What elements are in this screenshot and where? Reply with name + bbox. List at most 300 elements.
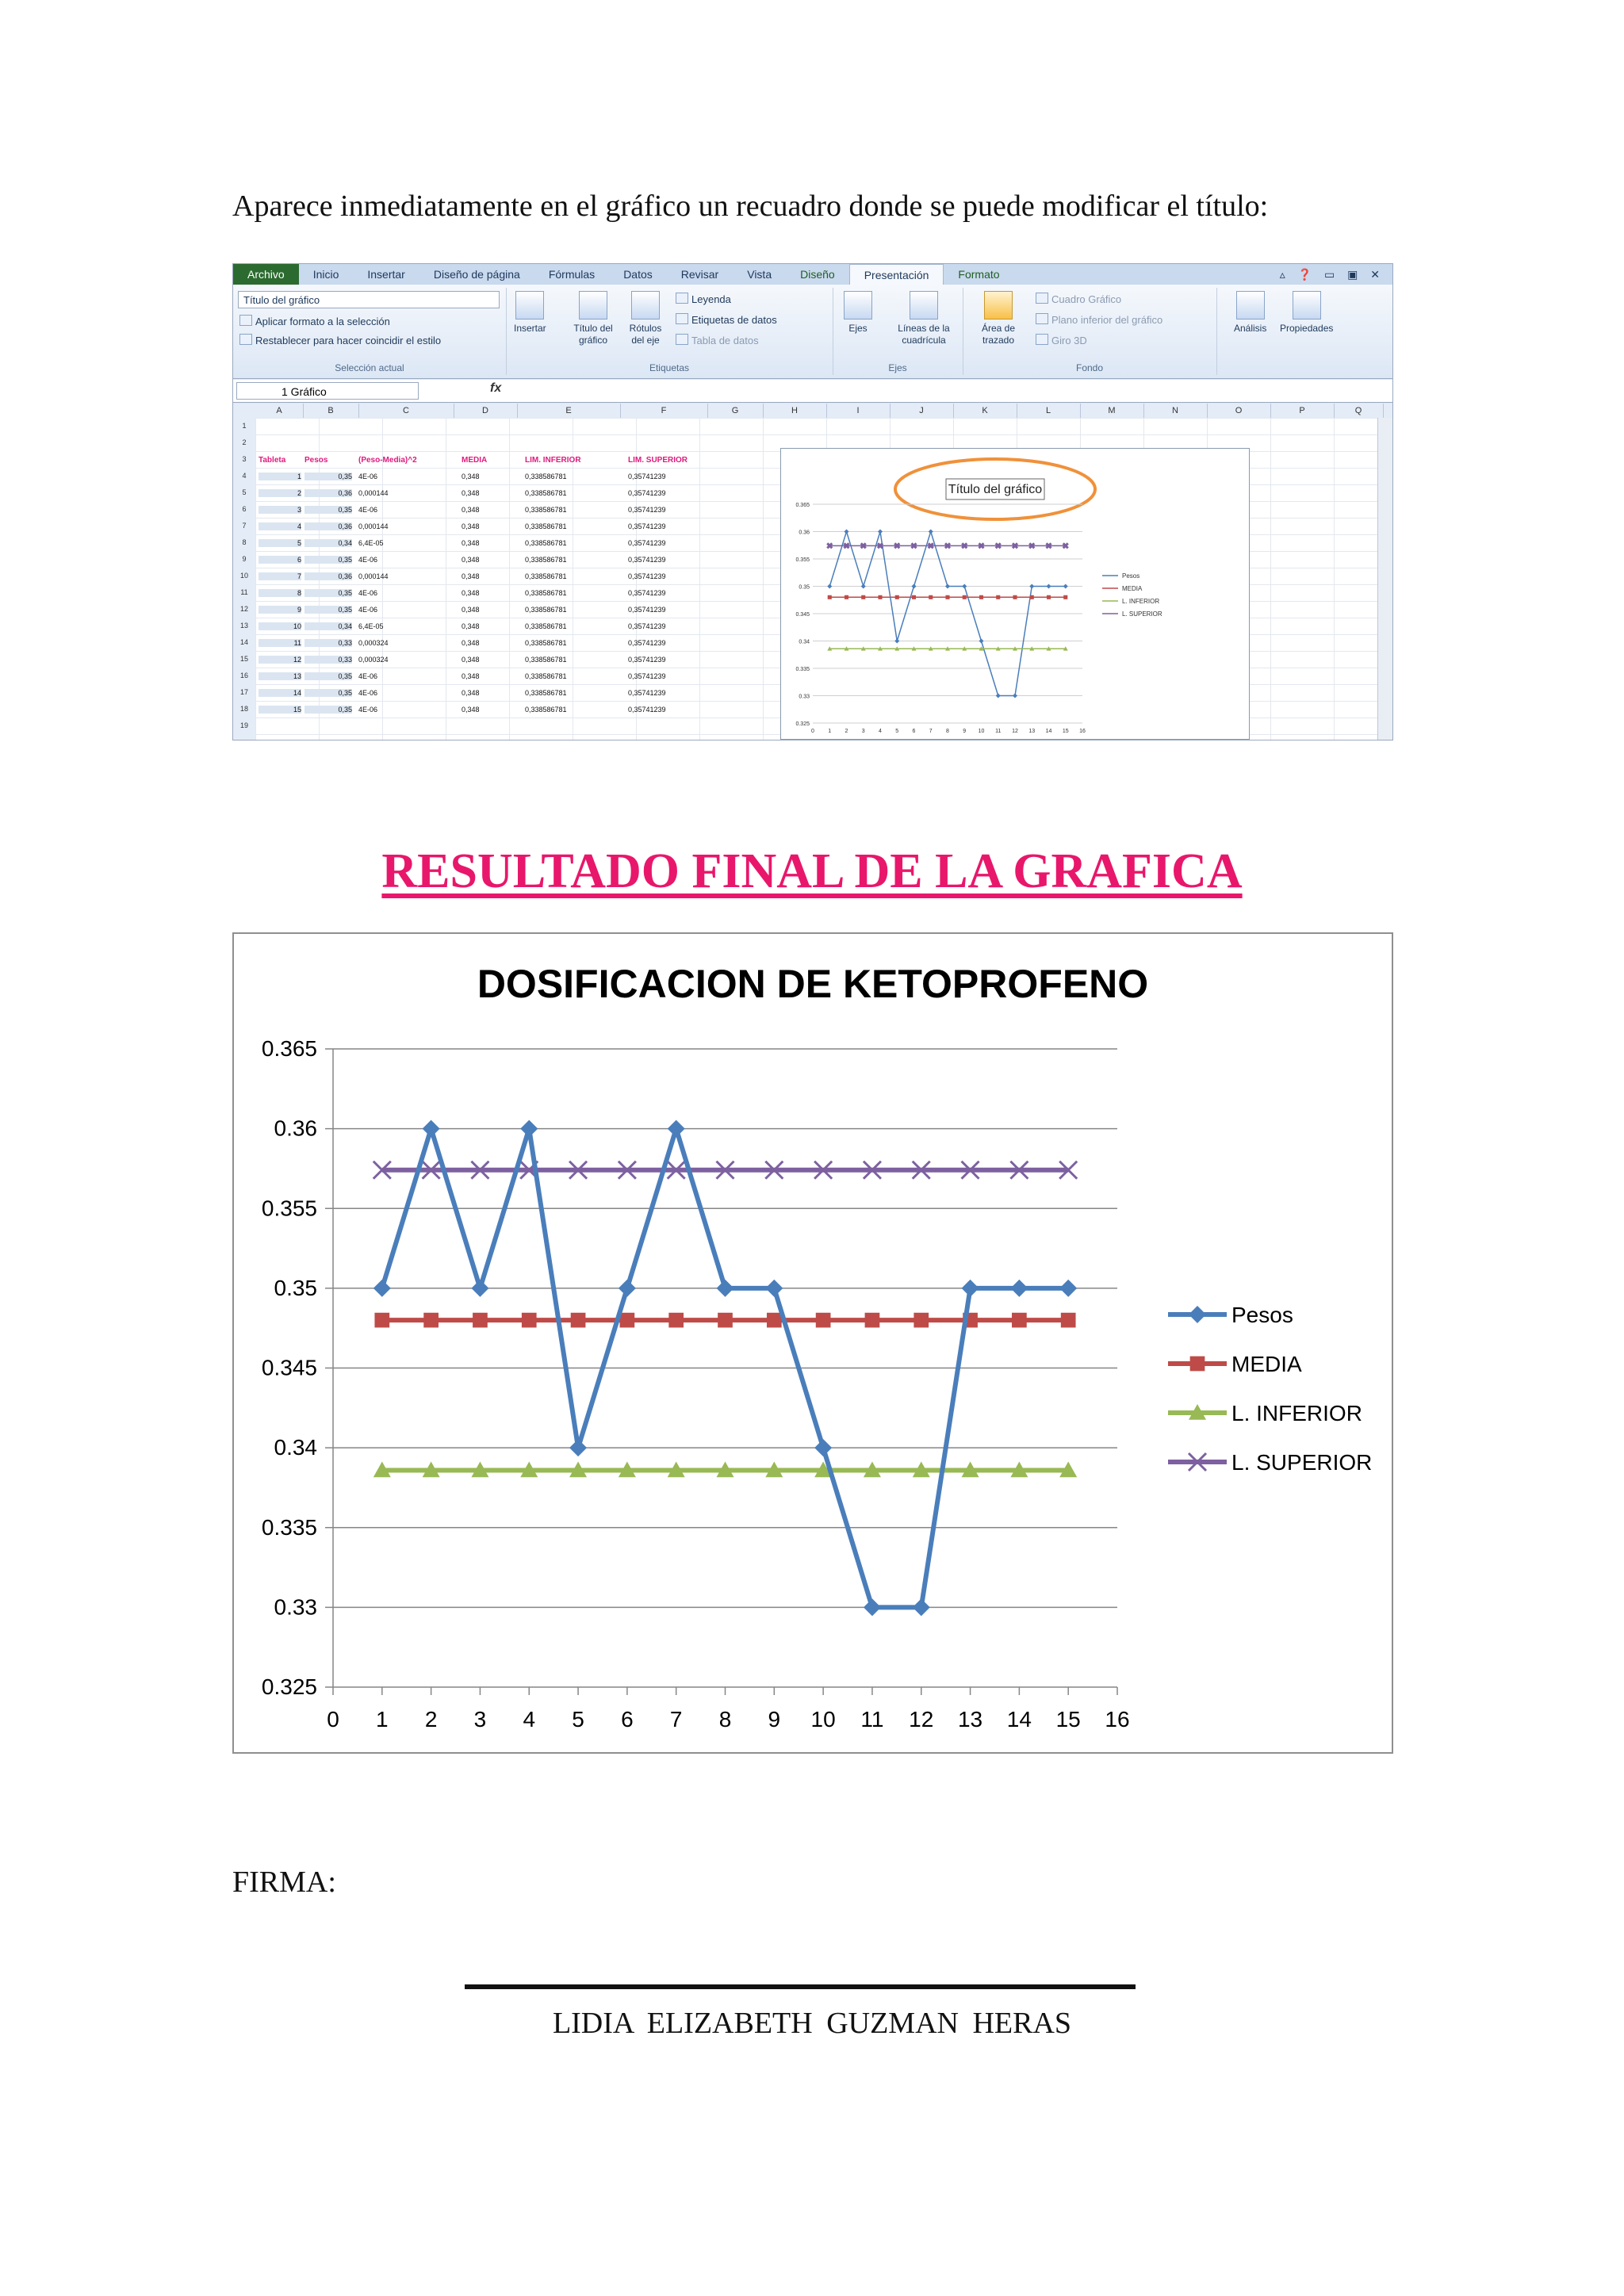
row-header[interactable]: 18 [239, 705, 248, 713]
mini-y-tick-label: 0.35 [799, 584, 810, 591]
mini-marker [1047, 595, 1051, 599]
tab-formulas[interactable]: Fórmulas [548, 268, 596, 281]
column-header-f[interactable]: F [620, 404, 708, 418]
mini-marker [1029, 584, 1034, 589]
row-header[interactable]: 4 [242, 472, 247, 480]
mini-marker [1063, 584, 1068, 589]
row-header[interactable]: 15 [239, 655, 248, 663]
data-labels-button[interactable]: Etiquetas de datos [676, 313, 777, 326]
excel-screenshot [232, 263, 1393, 740]
mini-marker [945, 584, 950, 589]
column-header-q[interactable]: Q [1334, 404, 1384, 418]
table-cell[interactable]: 4E-06 [358, 589, 378, 597]
table-cell[interactable]: 0,35741239 [628, 572, 666, 580]
chart-wall-button[interactable]: Cuadro Gráfico [1036, 293, 1121, 305]
y-tick-label: 0.33 [274, 1594, 317, 1620]
table-cell[interactable]: 4E-06 [358, 556, 378, 564]
plot-area-icon [984, 291, 1013, 320]
table-header-cell[interactable]: Pesos [304, 456, 328, 465]
series-marker [814, 1439, 832, 1456]
chart-floor-button[interactable]: Plano inferior del gráfico [1036, 313, 1162, 326]
x-tick-label: 0 [327, 1707, 339, 1732]
mini-legend-label: Pesos [1122, 572, 1140, 580]
tab-insertar[interactable]: Insertar [367, 268, 405, 281]
axis-titles-icon [631, 291, 660, 320]
series-marker [1059, 1280, 1077, 1297]
signature-name: LIDIA ELIZABETH GUZMAN HERAS [552, 2007, 1072, 2040]
table-cell[interactable]: 0,35741239 [628, 489, 666, 497]
gridlines-button[interactable]: Líneas de la cuadrícula [890, 291, 958, 346]
table-cell[interactable]: 0,35 [304, 672, 352, 680]
data-table-icon [676, 334, 688, 345]
column-header-l[interactable]: L [1017, 404, 1081, 418]
mini-marker [912, 543, 917, 548]
series-marker [668, 1313, 684, 1328]
axis-titles-button[interactable]: Rótulos del eje [622, 291, 669, 346]
column-header-p[interactable]: P [1270, 404, 1335, 418]
table-cell[interactable]: 0,338586781 [525, 473, 567, 480]
table-cell[interactable]: 0,348 [462, 606, 480, 614]
mini-marker [996, 595, 1000, 599]
table-cell[interactable]: 4 [259, 522, 301, 530]
mini-y-tick-label: 0.325 [795, 721, 810, 727]
formula-bar [233, 380, 1392, 403]
column-header-h[interactable]: H [763, 404, 827, 418]
series-marker [767, 1313, 782, 1328]
table-cell[interactable]: 9 [259, 606, 301, 614]
row-header[interactable]: 13 [239, 622, 248, 629]
table-cell[interactable]: 0,338586781 [525, 556, 567, 564]
table-cell[interactable]: 0,35 [304, 689, 352, 697]
column-header-d[interactable]: D [454, 404, 518, 418]
chart-title-button[interactable]: Título del gráfico [569, 291, 617, 346]
table-cell[interactable]: 0,338586781 [525, 606, 567, 614]
tab-diseno[interactable]: Diseño [800, 268, 835, 281]
tab-inicio[interactable]: Inicio [312, 268, 339, 281]
table-cell[interactable]: 0,35741239 [628, 689, 666, 697]
y-tick-label: 0.355 [261, 1196, 317, 1221]
mini-marker [962, 584, 967, 589]
table-cell[interactable]: 6,4E-05 [358, 622, 384, 630]
apply-format-button[interactable]: Aplicar formato a la selección [239, 315, 390, 327]
x-tick-label: 11 [860, 1707, 884, 1732]
table-cell[interactable]: 0,35741239 [628, 539, 666, 547]
mini-chart[interactable] [780, 448, 1250, 740]
ribbon-tabs [233, 264, 1392, 285]
mini-marker [1047, 584, 1051, 589]
table-cell[interactable]: 0,338586781 [525, 689, 567, 697]
table-cell[interactable]: 0,348 [462, 672, 480, 680]
properties-icon [1293, 291, 1321, 320]
mini-x-tick-label: 7 [929, 729, 933, 734]
mini-marker [861, 584, 866, 589]
table-cell[interactable]: 0,338586781 [525, 672, 567, 680]
table-cell[interactable]: 0,36 [304, 522, 352, 530]
column-header-a[interactable]: A [255, 404, 304, 418]
table-cell[interactable]: 0,000324 [358, 639, 389, 647]
mini-marker [979, 595, 983, 599]
column-header-n[interactable]: N [1143, 404, 1208, 418]
table-cell[interactable]: 0,33 [304, 656, 352, 664]
series-marker [1012, 1313, 1027, 1328]
chart-title: DOSIFICACION DE KETOPROFENO [477, 962, 1149, 1006]
mini-marker [861, 543, 866, 548]
mini-legend-label: MEDIA [1122, 585, 1143, 592]
series-marker [473, 1313, 488, 1328]
mini-marker [1013, 595, 1017, 599]
table-cell[interactable]: 12 [259, 656, 301, 664]
table-header-cell[interactable]: (Peso-Media)^2 [358, 456, 417, 465]
table-cell[interactable]: 0,34 [304, 539, 352, 547]
vertical-scrollbar[interactable] [1377, 418, 1392, 740]
mini-x-tick-label: 9 [963, 729, 967, 734]
x-tick-label: 6 [621, 1707, 634, 1732]
table-cell[interactable]: 6 [259, 556, 301, 564]
column-headers [233, 404, 1392, 419]
x-tick-label: 16 [1105, 1707, 1130, 1732]
y-tick-label: 0.35 [274, 1275, 317, 1300]
x-tick-label: 8 [718, 1707, 732, 1732]
row-header[interactable]: 6 [242, 505, 247, 513]
final-chart [232, 932, 1393, 1754]
analysis-icon [1236, 291, 1265, 320]
row-header[interactable]: 1 [242, 422, 247, 430]
table-cell[interactable]: 0,35741239 [628, 589, 666, 597]
table-cell[interactable]: 0,36 [304, 572, 352, 580]
table-cell[interactable]: 1 [259, 473, 301, 480]
row-header[interactable]: 5 [242, 488, 247, 496]
format-selection-icon [239, 315, 252, 326]
result-heading: RESULTADO FINAL DE LA GRAFICA [381, 844, 1243, 898]
row-header[interactable]: 19 [239, 721, 248, 729]
column-header-m[interactable]: M [1080, 404, 1144, 418]
table-cell[interactable]: 0,35741239 [628, 506, 666, 514]
mini-x-tick-label: 14 [1045, 729, 1052, 734]
analysis-button[interactable]: Análisis [1234, 291, 1266, 335]
fx-icon[interactable]: fx [490, 381, 502, 395]
table-cell[interactable]: 0,35741239 [628, 622, 666, 630]
tab-presentacion[interactable]: Presentación [849, 264, 944, 285]
mini-x-tick-label: 1 [828, 729, 832, 734]
table-cell[interactable]: 0,348 [462, 622, 480, 630]
table-cell[interactable]: 14 [259, 689, 301, 697]
mini-marker [878, 595, 882, 599]
x-tick-label: 3 [473, 1707, 487, 1732]
rotation-3d-button[interactable]: Giro 3D [1036, 334, 1087, 346]
mini-marker [894, 543, 899, 548]
mini-marker [979, 543, 984, 548]
table-cell[interactable]: 0,35 [304, 506, 352, 514]
table-cell[interactable]: 0,348 [462, 589, 480, 597]
table-cell[interactable]: 0,000144 [358, 522, 389, 530]
y-tick-label: 0.34 [274, 1435, 317, 1460]
mini-x-tick-label: 5 [895, 729, 899, 734]
row-header[interactable]: 10 [239, 572, 248, 580]
table-cell[interactable]: 0,35741239 [628, 656, 666, 664]
row-header[interactable]: 8 [242, 538, 247, 546]
row-header[interactable]: 2 [242, 438, 247, 446]
table-cell[interactable]: 0,35741239 [628, 606, 666, 614]
y-tick-label: 0.335 [261, 1514, 317, 1540]
row-header[interactable]: 14 [239, 638, 248, 646]
table-cell[interactable]: 0,338586781 [525, 539, 567, 547]
mini-y-tick-label: 0.36 [799, 530, 810, 536]
y-tick-label: 0.365 [261, 1036, 317, 1061]
table-cell[interactable]: 0,35741239 [628, 556, 666, 564]
mini-legend-label: L. INFERIOR [1122, 598, 1160, 605]
tab-diseno-pagina[interactable]: Diseño de página [433, 268, 520, 281]
table-cell[interactable]: 0,348 [462, 639, 480, 647]
legend-icon [676, 293, 688, 304]
mini-marker [895, 595, 899, 599]
series-marker [520, 1120, 538, 1138]
table-cell[interactable]: 0,35 [304, 706, 352, 714]
legend-label: L. INFERIOR [1231, 1401, 1362, 1425]
mini-marker [962, 543, 967, 548]
table-cell[interactable]: 8 [259, 589, 301, 597]
table-cell[interactable]: 0,338586781 [525, 506, 567, 514]
x-tick-label: 14 [1006, 1707, 1032, 1732]
mini-y-tick-label: 0.355 [795, 557, 810, 563]
table-cell[interactable]: 0,35741239 [628, 522, 666, 530]
table-cell[interactable]: 2 [259, 489, 301, 497]
mini-x-tick-label: 13 [1028, 729, 1036, 734]
column-header-b[interactable]: B [303, 404, 359, 418]
mini-marker [1013, 694, 1017, 698]
data-table-button[interactable]: Tabla de datos [676, 334, 759, 346]
table-cell[interactable]: 4E-06 [358, 672, 378, 680]
signature-line [465, 1984, 1136, 1989]
series-marker [913, 1598, 930, 1616]
column-header-c[interactable]: C [358, 404, 454, 418]
firma-label: FIRMA: [232, 1866, 336, 1899]
series-marker [471, 1280, 488, 1297]
group-label-labels: Etiquetas [649, 362, 690, 373]
mini-x-tick-label: 11 [995, 729, 1002, 734]
chart-wall-icon [1036, 293, 1048, 304]
column-header-j[interactable]: J [890, 404, 954, 418]
window-controls-icon[interactable]: ▵ ❓ ▭ ▣ ✕ [1279, 267, 1385, 281]
table-header-cell[interactable]: MEDIA [462, 456, 488, 465]
mini-marker [929, 530, 933, 534]
chart-element-combo[interactable]: Título del gráfico [238, 291, 500, 308]
axes-icon [844, 291, 872, 320]
series-marker [864, 1598, 881, 1616]
x-tick-label: 10 [810, 1707, 836, 1732]
column-header-e[interactable]: E [517, 404, 621, 418]
group-background [963, 288, 1217, 375]
table-cell[interactable]: 4E-06 [358, 689, 378, 697]
y-tick-label: 0.325 [261, 1674, 317, 1699]
reset-style-button[interactable]: Restablecer para hacer coincidir el estilo [239, 334, 441, 346]
table-cell[interactable]: 0,35741239 [628, 639, 666, 647]
table-cell[interactable]: 7 [259, 572, 301, 580]
table-cell[interactable]: 0,348 [462, 706, 480, 714]
mini-marker [827, 543, 832, 548]
table-cell[interactable]: 10 [259, 622, 301, 630]
y-tick-label: 0.345 [261, 1355, 317, 1380]
mini-marker [996, 543, 1001, 548]
tab-revisar[interactable]: Revisar [680, 268, 719, 281]
table-cell[interactable]: 0,36 [304, 489, 352, 497]
series-marker [865, 1313, 880, 1328]
rotation-3d-icon [1036, 334, 1048, 345]
legend-marker [1190, 1357, 1205, 1372]
table-cell[interactable]: 11 [259, 639, 301, 647]
table-cell[interactable]: 0,000324 [358, 656, 389, 664]
mini-marker [845, 543, 849, 548]
table-cell[interactable]: 0,338586781 [525, 656, 567, 664]
table-cell[interactable]: 0,35741239 [628, 473, 666, 480]
group-axes [833, 288, 963, 375]
table-cell[interactable]: 0,348 [462, 506, 480, 514]
mini-marker [912, 595, 916, 599]
table-cell[interactable]: 4E-06 [358, 506, 378, 514]
tab-datos[interactable]: Datos [623, 268, 653, 281]
table-cell[interactable]: 4E-06 [358, 473, 378, 480]
mini-marker [845, 530, 849, 534]
row-header[interactable]: 12 [239, 605, 248, 613]
table-cell[interactable]: 13 [259, 672, 301, 680]
table-cell[interactable]: 0,338586781 [525, 706, 567, 714]
table-cell[interactable]: 0,348 [462, 539, 480, 547]
series-marker [373, 1280, 391, 1297]
table-cell[interactable]: 6,4E-05 [358, 539, 384, 547]
table-cell[interactable]: 0,348 [462, 572, 480, 580]
series-marker [423, 1313, 439, 1328]
table-cell[interactable]: 0,000144 [358, 572, 389, 580]
mini-marker [912, 584, 917, 589]
tab-archivo[interactable]: Archivo [233, 264, 299, 285]
series-marker [962, 1280, 979, 1297]
table-cell[interactable]: 0,338586781 [525, 639, 567, 647]
legend-label: L. SUPERIOR [1231, 1450, 1373, 1475]
chart-floor-icon [1036, 313, 1048, 324]
row-header[interactable]: 11 [240, 588, 248, 596]
mini-marker [1047, 543, 1051, 548]
table-cell[interactable]: 0,348 [462, 522, 480, 530]
table-cell[interactable]: 0,348 [462, 689, 480, 697]
column-header-g[interactable]: G [707, 404, 764, 418]
mini-marker [929, 543, 933, 548]
legend-button[interactable]: Leyenda [676, 293, 731, 305]
plot-area-button[interactable]: Área de trazado [971, 291, 1026, 346]
tab-formato[interactable]: Formato [958, 268, 1000, 281]
table-cell[interactable]: 0,348 [462, 556, 480, 564]
mini-marker [1030, 595, 1034, 599]
chart-title-icon [579, 291, 607, 320]
mini-chart-title[interactable]: Título del gráfico [948, 483, 1043, 496]
mini-x-tick-label: 0 [811, 729, 814, 734]
group-current-selection [233, 288, 507, 375]
table-header-cell[interactable]: Tableta [259, 456, 286, 465]
mini-marker [845, 595, 848, 599]
group-label-axes: Ejes [888, 362, 907, 373]
group-label-selection: Selección actual [335, 362, 404, 373]
table-cell[interactable]: 0,35 [304, 473, 352, 480]
column-header-i[interactable]: I [826, 404, 891, 418]
tab-vista[interactable]: Vista [747, 268, 772, 281]
table-cell[interactable]: 0,35 [304, 606, 352, 614]
table-cell[interactable]: 0,338586781 [525, 572, 567, 580]
mini-x-tick-label: 2 [845, 729, 848, 734]
table-cell[interactable]: 3 [259, 506, 301, 514]
legend-label: MEDIA [1231, 1352, 1302, 1376]
x-tick-label: 4 [523, 1707, 536, 1732]
mini-y-tick-label: 0.365 [795, 503, 810, 508]
group-label-background: Fondo [1075, 362, 1104, 373]
table-cell[interactable]: 0,33 [304, 639, 352, 647]
legend-label: Pesos [1231, 1303, 1293, 1327]
row-header[interactable]: 17 [239, 688, 248, 696]
series-marker [423, 1120, 440, 1138]
properties-button[interactable]: Propiedades [1280, 291, 1333, 335]
column-header-k[interactable]: K [953, 404, 1017, 418]
insert-shape-icon [515, 291, 544, 320]
mini-y-tick-label: 0.335 [795, 667, 810, 672]
row-header[interactable]: 3 [242, 455, 247, 463]
mini-x-tick-label: 10 [978, 729, 985, 734]
table-cell[interactable]: 4E-06 [358, 606, 378, 614]
legend-marker [1189, 1306, 1206, 1323]
table-cell[interactable]: 0,000144 [358, 489, 389, 497]
mini-marker [828, 595, 832, 599]
table-cell[interactable]: 5 [259, 539, 301, 547]
mini-x-tick-label: 12 [1012, 729, 1018, 734]
series-marker [1010, 1280, 1028, 1297]
table-cell[interactable]: 0,35741239 [628, 706, 666, 714]
table-cell[interactable]: 0,35 [304, 556, 352, 564]
x-tick-label: 15 [1055, 1707, 1081, 1732]
x-tick-label: 13 [957, 1707, 983, 1732]
series-marker [571, 1313, 586, 1328]
table-cell[interactable]: 0,338586781 [525, 522, 567, 530]
table-header-cell[interactable]: LIM. INFERIOR [525, 456, 581, 465]
mini-marker [1029, 543, 1034, 548]
table-cell[interactable]: 4E-06 [358, 706, 378, 714]
row-header[interactable]: 16 [239, 672, 248, 679]
table-cell[interactable]: 0,348 [462, 489, 480, 497]
series-marker [619, 1280, 636, 1297]
x-tick-label: 1 [376, 1707, 389, 1732]
series-marker [765, 1280, 783, 1297]
column-header-o[interactable]: O [1207, 404, 1271, 418]
row-header[interactable]: 7 [242, 522, 247, 530]
axes-button[interactable]: Ejes [844, 291, 872, 335]
table-cell[interactable]: 0,348 [462, 473, 480, 480]
insert-button[interactable]: Insertar [514, 291, 546, 335]
mini-marker [878, 530, 883, 534]
x-tick-label: 2 [424, 1707, 438, 1732]
table-cell[interactable]: 0,35 [304, 589, 352, 597]
table-cell[interactable]: 0,348 [462, 656, 480, 664]
table-cell[interactable]: 0,338586781 [525, 622, 567, 630]
table-cell[interactable]: 15 [259, 706, 301, 714]
table-cell[interactable]: 0,34 [304, 622, 352, 630]
reset-style-icon [239, 334, 252, 345]
mini-marker [1063, 595, 1067, 599]
row-header[interactable]: 9 [242, 555, 247, 563]
name-box[interactable]: 1 Gráfico [236, 382, 419, 400]
table-cell[interactable]: 0,35741239 [628, 672, 666, 680]
mini-y-tick-label: 0.34 [799, 639, 810, 645]
table-cell[interactable]: 0,338586781 [525, 489, 567, 497]
table-header-cell[interactable]: LIM. SUPERIOR [628, 456, 688, 465]
mini-marker [894, 639, 899, 644]
x-tick-label: 9 [768, 1707, 781, 1732]
series-marker [668, 1120, 685, 1138]
table-cell[interactable]: 0,338586781 [525, 589, 567, 597]
